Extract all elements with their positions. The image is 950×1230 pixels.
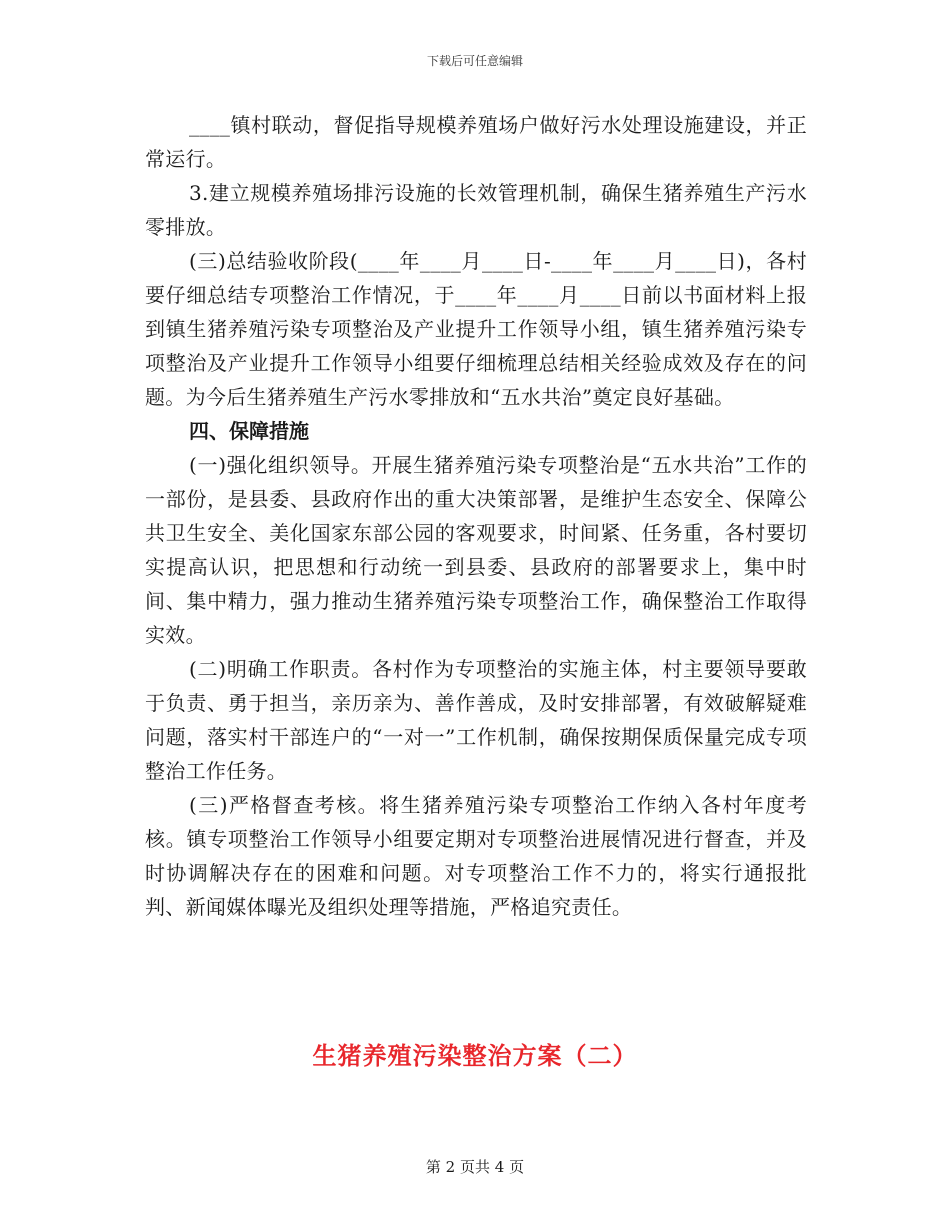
paragraph-organizational-leadership: (一)强化组织领导。开展生猪养殖污染专项整治是“五水共治”工作的一部份，是县委、县政府作出的重大决策部署，是维护生态安全、保障公共卫生安全、美化国家东部公园的客观要求，时间紧、任务重，各村要切实提高认识，把思想和行动统一到县委、县政府的部署要求上，集中时间、集中精力，强力推动生猪养殖污染专项整治工作，确保整治工作取得实效。 bbox=[145, 453, 807, 647]
paragraph-work-responsibilities: (二)明确工作职责。各村作为专项整治的实施主体，村主要领导要敢于负责、勇于担当，亲历亲为、善作善成，及时安排部署，有效破解疑难问题，落实村干部连户的“一对一”工作机制，确保按期保质保量完成专项整治工作任务。 bbox=[145, 657, 807, 783]
paragraph-long-term-mechanism: 3.建立规模养殖场排污设施的长效管理机制，确保生猪养殖生产污水零排放。 bbox=[145, 181, 807, 239]
document-title: 生猪养殖污染整治方案（二） bbox=[312, 1041, 638, 1070]
page-footer: 第 2 页共 4 页 bbox=[425, 1158, 525, 1176]
section-heading-safeguards: 四、保障措施 bbox=[189, 419, 309, 443]
paragraph-inspection-assessment: (三)严格督查考核。将生猪养殖污染专项整治工作纳入各村年度考核。镇专项整治工作领导小组要定期对专项整治进展情况进行督查，并及时协调解决存在的困难和问题。对专项整治工作不力的，将实行通报批判、新闻媒体曝光及组织处理等措施，严格追究责任。 bbox=[145, 793, 807, 919]
page-header: 下载后可任意编辑 bbox=[426, 54, 523, 68]
paragraph-village-linkage: ____镇村联动，督促指导规模养殖场户做好污水处理设施建设，并正常运行。 bbox=[145, 113, 807, 171]
document-body bbox=[145, 108, 807, 924]
paragraph-summary-acceptance: (三)总结验收阶段(____年____月____日-____年____月____日)，各村要仔细总结专项整治工作情况，于____年____月____日前以书面材料上报到镇生猪养殖污染专项整治及产业提升工作领导小组，镇生猪养殖污染专项整治及产业提升工作领导小组要仔细梳理总结相关经验成效及存在的问题。为今后生猪养殖生产污水零排放和“五水共治”奠定良好基础。 bbox=[145, 249, 807, 409]
